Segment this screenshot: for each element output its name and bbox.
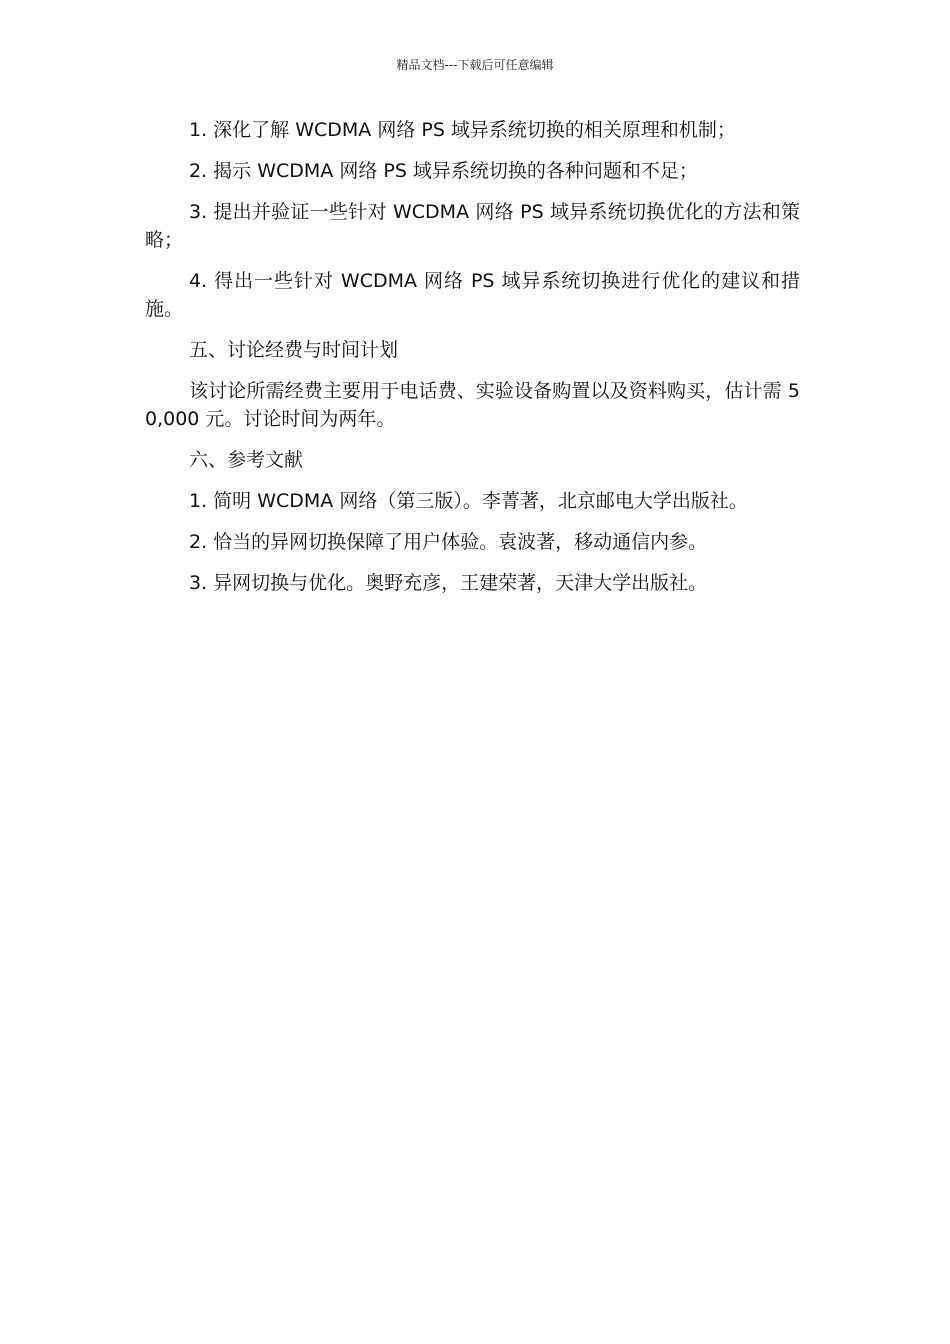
reference-item-1: 1. 简明 WCDMA 网络（第三版）。李菁著，北京邮电大学出版社。 <box>189 490 748 512</box>
section-heading-references: 六、参考文献 <box>189 449 304 471</box>
page-header: 精品文档---下载后可任意编辑 <box>396 58 554 72</box>
reference-item-2: 2. 恰当的异网切换保障了用户体验。袁波著，移动通信内参。 <box>189 531 708 553</box>
budget-paragraph: 该讨论所需经费主要用于电话费、实验设备购置以及资料购买，估计需 50,000 元。讨论时间为两年。 <box>145 380 800 430</box>
objective-item-4: 4. 得出一些针对 WCDMA 网络 PS 域异系统切换进行优化的建议和措施。 <box>145 270 800 320</box>
objective-item-2: 2. 揭示 WCDMA 网络 PS 域异系统切换的各种问题和不足； <box>189 160 698 182</box>
reference-item-3: 3. 异网切换与优化。奥野充彦，王建荣著，天津大学出版社。 <box>189 572 708 594</box>
section-heading-budget: 五、讨论经费与时间计划 <box>189 339 399 361</box>
objective-item-1: 1. 深化了解 WCDMA 网络 PS 域异系统切换的相关原理和机制； <box>189 119 736 141</box>
objective-item-3: 3. 提出并验证一些针对 WCDMA 网络 PS 域异系统切换优化的方法和策略； <box>145 201 800 251</box>
document-body <box>145 116 800 610</box>
